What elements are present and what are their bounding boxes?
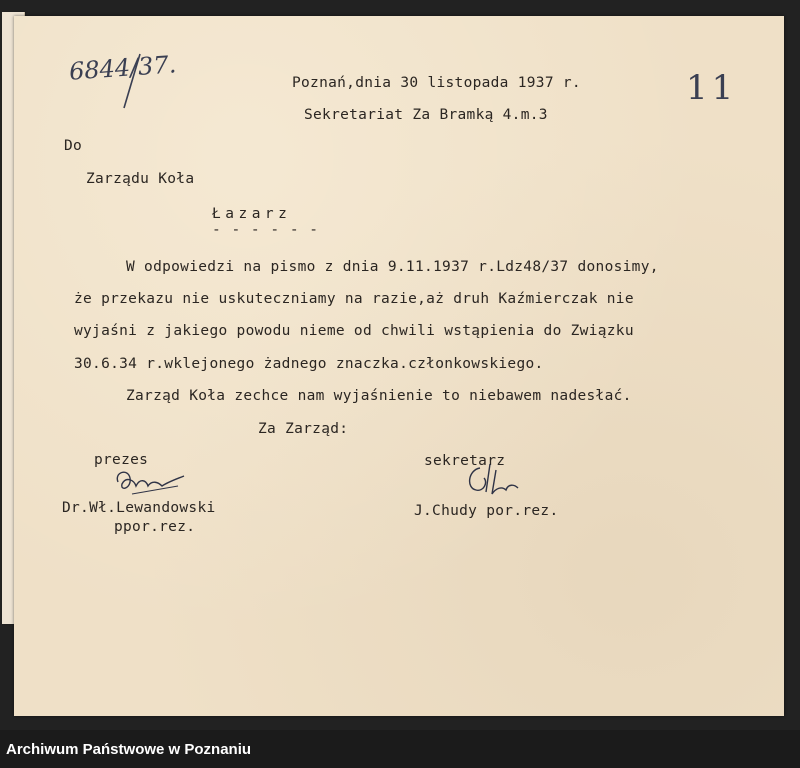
salutation: Do xyxy=(64,138,83,154)
sender-address: Sekretariat Za Bramką 4.m.3 xyxy=(304,107,548,123)
body-line-1: W odpowiedzi na pismo z dnia 9.11.1937 r.Ldz48/37 donosimy, xyxy=(126,259,659,275)
body-line-3: wyjaśni z jakiego powodu nieme od chwili wstąpienia do Związku xyxy=(74,323,634,339)
right-signatory-name: J.Chudy por.rez. xyxy=(414,503,559,519)
recipient-line: Zarządu Koła xyxy=(86,171,195,187)
archive-label: Archiwum Państwowe w Poznaniu xyxy=(6,741,252,758)
body-line-4: 30.6.34 r.wklejonego żadnego znaczka.członkowskiego. xyxy=(74,356,544,372)
place-date-line: Poznań,dnia 30 listopada 1937 r. xyxy=(292,75,581,91)
right-handwritten-signature xyxy=(462,460,522,502)
location-name: Łazarz xyxy=(212,206,292,222)
left-signatory-name: Dr.Wł.Lewandowski xyxy=(62,500,216,516)
page-number-handwritten: 11 xyxy=(686,68,738,108)
file-number-slash-stroke xyxy=(118,52,148,112)
left-handwritten-signature xyxy=(112,464,192,500)
left-signatory-role: prezes xyxy=(94,452,149,468)
body-line-2: że przekazu nie uskuteczniamy na razie,aż druh Kaźmierczak nie xyxy=(74,291,634,307)
left-signatory-rank: ppor.rez. xyxy=(114,519,196,535)
document-page xyxy=(14,16,784,716)
body-line-5: Zarząd Koła zechce nam wyjaśnienie to niebawem nadesłać. xyxy=(126,388,632,404)
right-signatory-role: sekretarz xyxy=(424,453,506,469)
file-number-handwritten: 6844/37. xyxy=(68,50,178,86)
location-underline: - - - - - - xyxy=(212,222,320,238)
closing-line: Za Zarząd: xyxy=(258,421,349,437)
